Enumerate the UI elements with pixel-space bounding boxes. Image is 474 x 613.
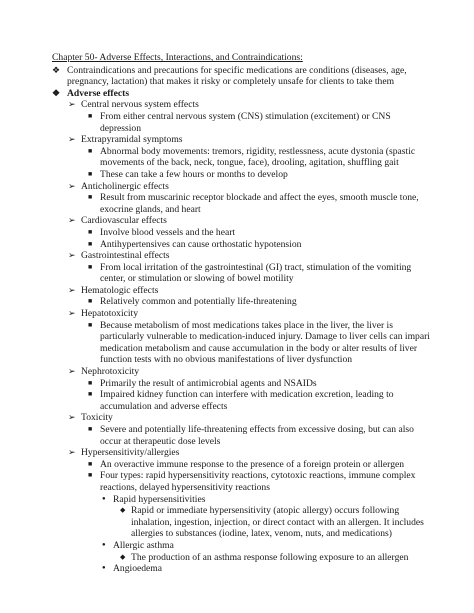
square-bullet-icon: ■ xyxy=(88,297,93,306)
square-bullet-icon: ■ xyxy=(88,390,93,399)
arrow-bullet-icon: ➢ xyxy=(68,366,76,377)
square-bullet-icon: ■ xyxy=(88,169,93,178)
arrow-bullet-icon: ➢ xyxy=(68,412,76,423)
list-item xyxy=(52,308,434,320)
square-bullet-icon: ■ xyxy=(88,320,93,329)
list-item-text: Relatively common and potentially life-threatening xyxy=(100,296,297,308)
list-item xyxy=(52,111,434,134)
list-item xyxy=(52,447,434,459)
list-item xyxy=(52,99,434,111)
arrow-bullet-icon: ➢ xyxy=(68,447,76,458)
list-item-text: Angioedema xyxy=(113,563,163,575)
list-item-text: Result from muscarinic receptor blockade and affect the eyes, smooth muscle tone, exocrine glands, and heart xyxy=(100,192,419,215)
list-item-text: Rapid or immediate hypersensitivity (atopic allergy) occurs following inhalation, ingestion, injection, or direct contact with an allergen. It includes allergies to substances (iodine, latex, venom, nuts, and medications) xyxy=(131,505,424,540)
list-item xyxy=(52,366,434,378)
dot-bullet-icon: ● xyxy=(102,541,106,548)
list-item xyxy=(52,494,434,506)
arrow-bullet-icon: ➢ xyxy=(68,250,76,261)
list-item-text: Allergic asthma xyxy=(113,539,174,551)
list-item xyxy=(52,239,434,251)
list-item xyxy=(52,192,434,215)
list-item-text: Gastrointestinal effects xyxy=(81,250,170,262)
list-item-text: Central nervous system effects xyxy=(81,99,199,111)
diamond-bullet-icon: ◆ xyxy=(120,506,126,515)
square-bullet-icon: ■ xyxy=(88,146,93,155)
document-title: Chapter 50- Adverse Effects, Interactions, and Contraindications: xyxy=(52,52,303,63)
square-bullet-icon: ■ xyxy=(88,425,93,433)
square-bullet-icon: ■ xyxy=(88,111,93,120)
list-item xyxy=(52,378,434,390)
list-item xyxy=(52,552,434,564)
list-item-text: Nephrotoxicity xyxy=(81,366,140,378)
list-item-text: Antihypertensives can cause orthostatic hypotension xyxy=(100,238,302,250)
dot-bullet-icon: ● xyxy=(102,565,106,572)
list-item-text: Hepatotoxicity xyxy=(81,308,139,320)
outline-list xyxy=(52,65,434,575)
square-bullet-icon: ■ xyxy=(88,227,93,236)
list-item-text: Primarily the result of antimicrobial agents and NSAIDs xyxy=(100,377,317,389)
list-item-text: Abnormal body movements: tremors, rigidity, restlessness, acute dystonia (spastic movements of the back, neck, tongue, face), drooling, agitation, shuffling gait xyxy=(100,145,416,169)
list-item xyxy=(52,389,434,412)
diamond-star-icon: ❖ xyxy=(52,87,61,98)
list-item-text: From local irritation of the gastrointestinal (GI) tract, stimulation of the vomiting center, or stimulation or slowing of bowel motility xyxy=(100,261,412,285)
list-item xyxy=(52,65,434,88)
arrow-bullet-icon: ➢ xyxy=(68,180,76,191)
square-bullet-icon: ■ xyxy=(88,378,93,387)
list-item-text: Severe and potentially life-threatening effects from excessive dosing, but can also occur at therapeutic dose levels xyxy=(100,424,414,447)
list-item xyxy=(52,424,434,447)
diamond-bullet-icon: ◆ xyxy=(120,552,126,561)
arrow-bullet-icon: ➢ xyxy=(68,308,76,319)
list-item-text: The production of an asthma response following exposure to an allergen xyxy=(131,551,409,563)
arrow-bullet-icon: ➢ xyxy=(68,99,76,110)
list-item xyxy=(52,540,434,552)
list-item-text: Contraindications and precautions for specific medications are conditions (diseases, age, pregnancy, lactation) that makes it risky or completely unsafe for clients to take them xyxy=(67,64,407,88)
list-item xyxy=(52,459,434,471)
list-item-text: From either central nervous system (CNS) stimulation (excitement) or CNS depression xyxy=(100,110,391,134)
list-item-text: Cardiovascular effects xyxy=(81,215,167,227)
list-item-text: Impaired kidney function can interfere with medication excretion, leading to accumulation and adverse effects xyxy=(100,389,394,412)
list-item xyxy=(52,181,434,193)
list-item-text: Adverse effects xyxy=(67,87,130,99)
list-item-text: Four types: rapid hypersensitivity reactions, cytotoxic reactions, immune complex reactions, delayed hypersensitivity reactions xyxy=(100,470,416,493)
list-item-text: Anticholinergic effects xyxy=(81,180,169,192)
square-bullet-icon: ■ xyxy=(88,193,93,202)
list-item xyxy=(52,215,434,227)
list-item xyxy=(52,285,434,297)
arrow-bullet-icon: ➢ xyxy=(68,284,76,295)
list-item xyxy=(52,146,434,169)
list-item xyxy=(52,262,434,285)
list-item-text: Toxicity xyxy=(81,412,113,424)
list-item-text: An overactive immune response to the presence of a foreign protein or allergen xyxy=(100,458,405,470)
list-item xyxy=(52,88,434,100)
list-item-text: Hypersensitivity/allergies xyxy=(81,447,180,459)
list-item-text: Because metabolism of most medications takes place in the liver, the liver is particularly vulnerable to medication-induced injury. Damage to liver cells can impari medication metabolism and cause accumulation in the body or alter results of liver function tests with no obvious manifestations of liver dysfunction xyxy=(100,319,430,366)
square-bullet-icon: ■ xyxy=(88,239,93,248)
list-item-text: These can take a few hours or months to develop xyxy=(100,168,288,180)
list-item xyxy=(52,227,434,239)
arrow-bullet-icon: ➢ xyxy=(68,134,76,145)
list-item xyxy=(52,563,434,575)
list-item xyxy=(52,296,434,308)
list-item-text: Extrapyramidal symptoms xyxy=(81,134,183,146)
list-item xyxy=(52,412,434,424)
square-bullet-icon: ■ xyxy=(88,262,93,271)
list-item xyxy=(52,134,434,146)
square-bullet-icon: ■ xyxy=(88,471,93,480)
list-item xyxy=(52,505,434,540)
list-item xyxy=(52,470,434,493)
list-item-text: Involve blood vessels and the heart xyxy=(100,226,236,238)
square-bullet-icon: ■ xyxy=(88,459,93,468)
list-item xyxy=(52,169,434,181)
list-item-text: Hematologic effects xyxy=(81,284,159,296)
list-item xyxy=(52,320,434,366)
arrow-bullet-icon: ➢ xyxy=(68,215,76,226)
list-item xyxy=(52,250,434,262)
dot-bullet-icon: ● xyxy=(102,495,106,502)
list-item-text: Rapid hypersensitivities xyxy=(113,493,206,505)
diamond-star-icon: ❖ xyxy=(52,64,61,75)
